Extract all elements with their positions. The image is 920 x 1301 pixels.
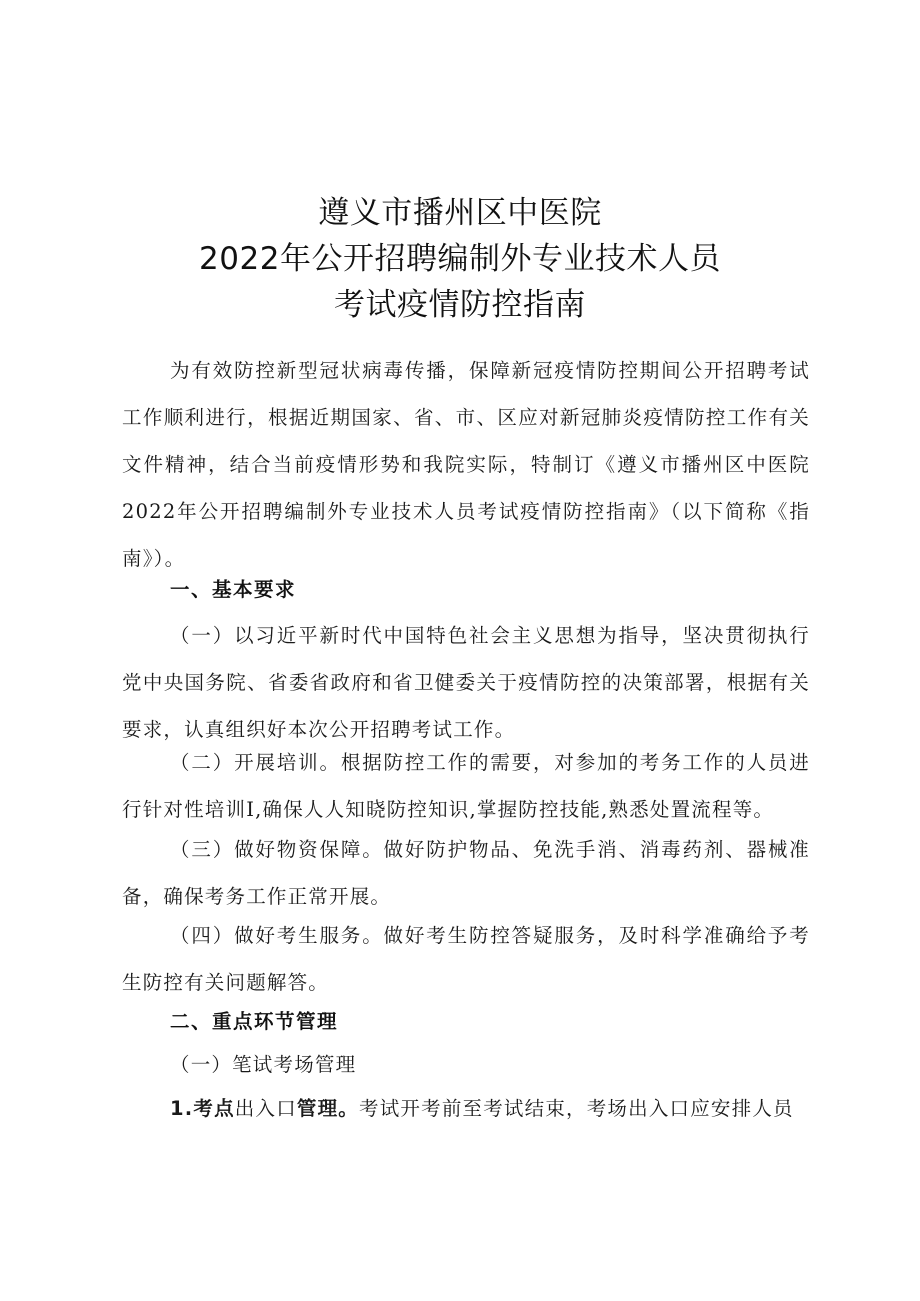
point-plain-text-a: 出入口 — [234, 1097, 297, 1120]
section-2-heading: 二、重点环节管理 — [170, 1010, 339, 1033]
section-1-item-1: （一）以习近平新时代中国特色社会主义思想为指导，坚决贯彻执行党中央国务院、省委省政府和省卫健委关于疫情防控的决策部署，根据有关要求，认真组织好本次公开招聘考试工作。 — [122, 624, 810, 741]
section-2-point-1 — [122, 1085, 810, 1132]
section-1-item-2: （二）开展培训。根据防控工作的需要，对参加的考务工作的人员进行针对性培训Ⅰ,确保人人知晓防控知识,掌握防控技能,熟悉处置流程等。 — [122, 751, 810, 821]
section-2-subheading-1: （一）笔试考场管理 — [170, 1053, 357, 1076]
document-title-line-3: 考试疫情防控指南 — [334, 287, 586, 323]
document-title-line-2: 2022年公开招聘编制外专业技术人员 — [199, 241, 721, 277]
section-1-item-4: （四）做好考生服务。做好考生防控答疑服务，及时科学准确给予考生防控有关问题解答。 — [122, 924, 810, 994]
point-bold-text-a: 考点 — [193, 1097, 235, 1120]
intro-paragraph: 为有效防控新型冠状病毒传播，保障新冠疫情防控期间公开招聘考试工作顺利进行，根据近期国家、省、市、区应对新冠肺炎疫情防控工作有关文件精神，结合当前疫情形势和我院实际，特制订《遵义市播州区中医院2022年公开招聘编制外专业技术人员考试疫情防控指南》（以下简称《指南》）。 — [122, 359, 810, 570]
point-body-text: 考试开考前至考试结束，考场出入口应安排人员 — [359, 1097, 794, 1120]
document-title-line-1: 遵义市播州区中医院 — [318, 195, 602, 231]
point-bold-text-b: 管理。 — [296, 1097, 360, 1120]
point-number: 1. — [170, 1097, 194, 1120]
section-1-item-3: （三）做好物资保障。做好防护物品、免洗手消、消毒药剂、器械准备，确保考务工作正常开展。 — [122, 838, 810, 908]
section-1-heading: 一、基本要求 — [170, 578, 297, 601]
